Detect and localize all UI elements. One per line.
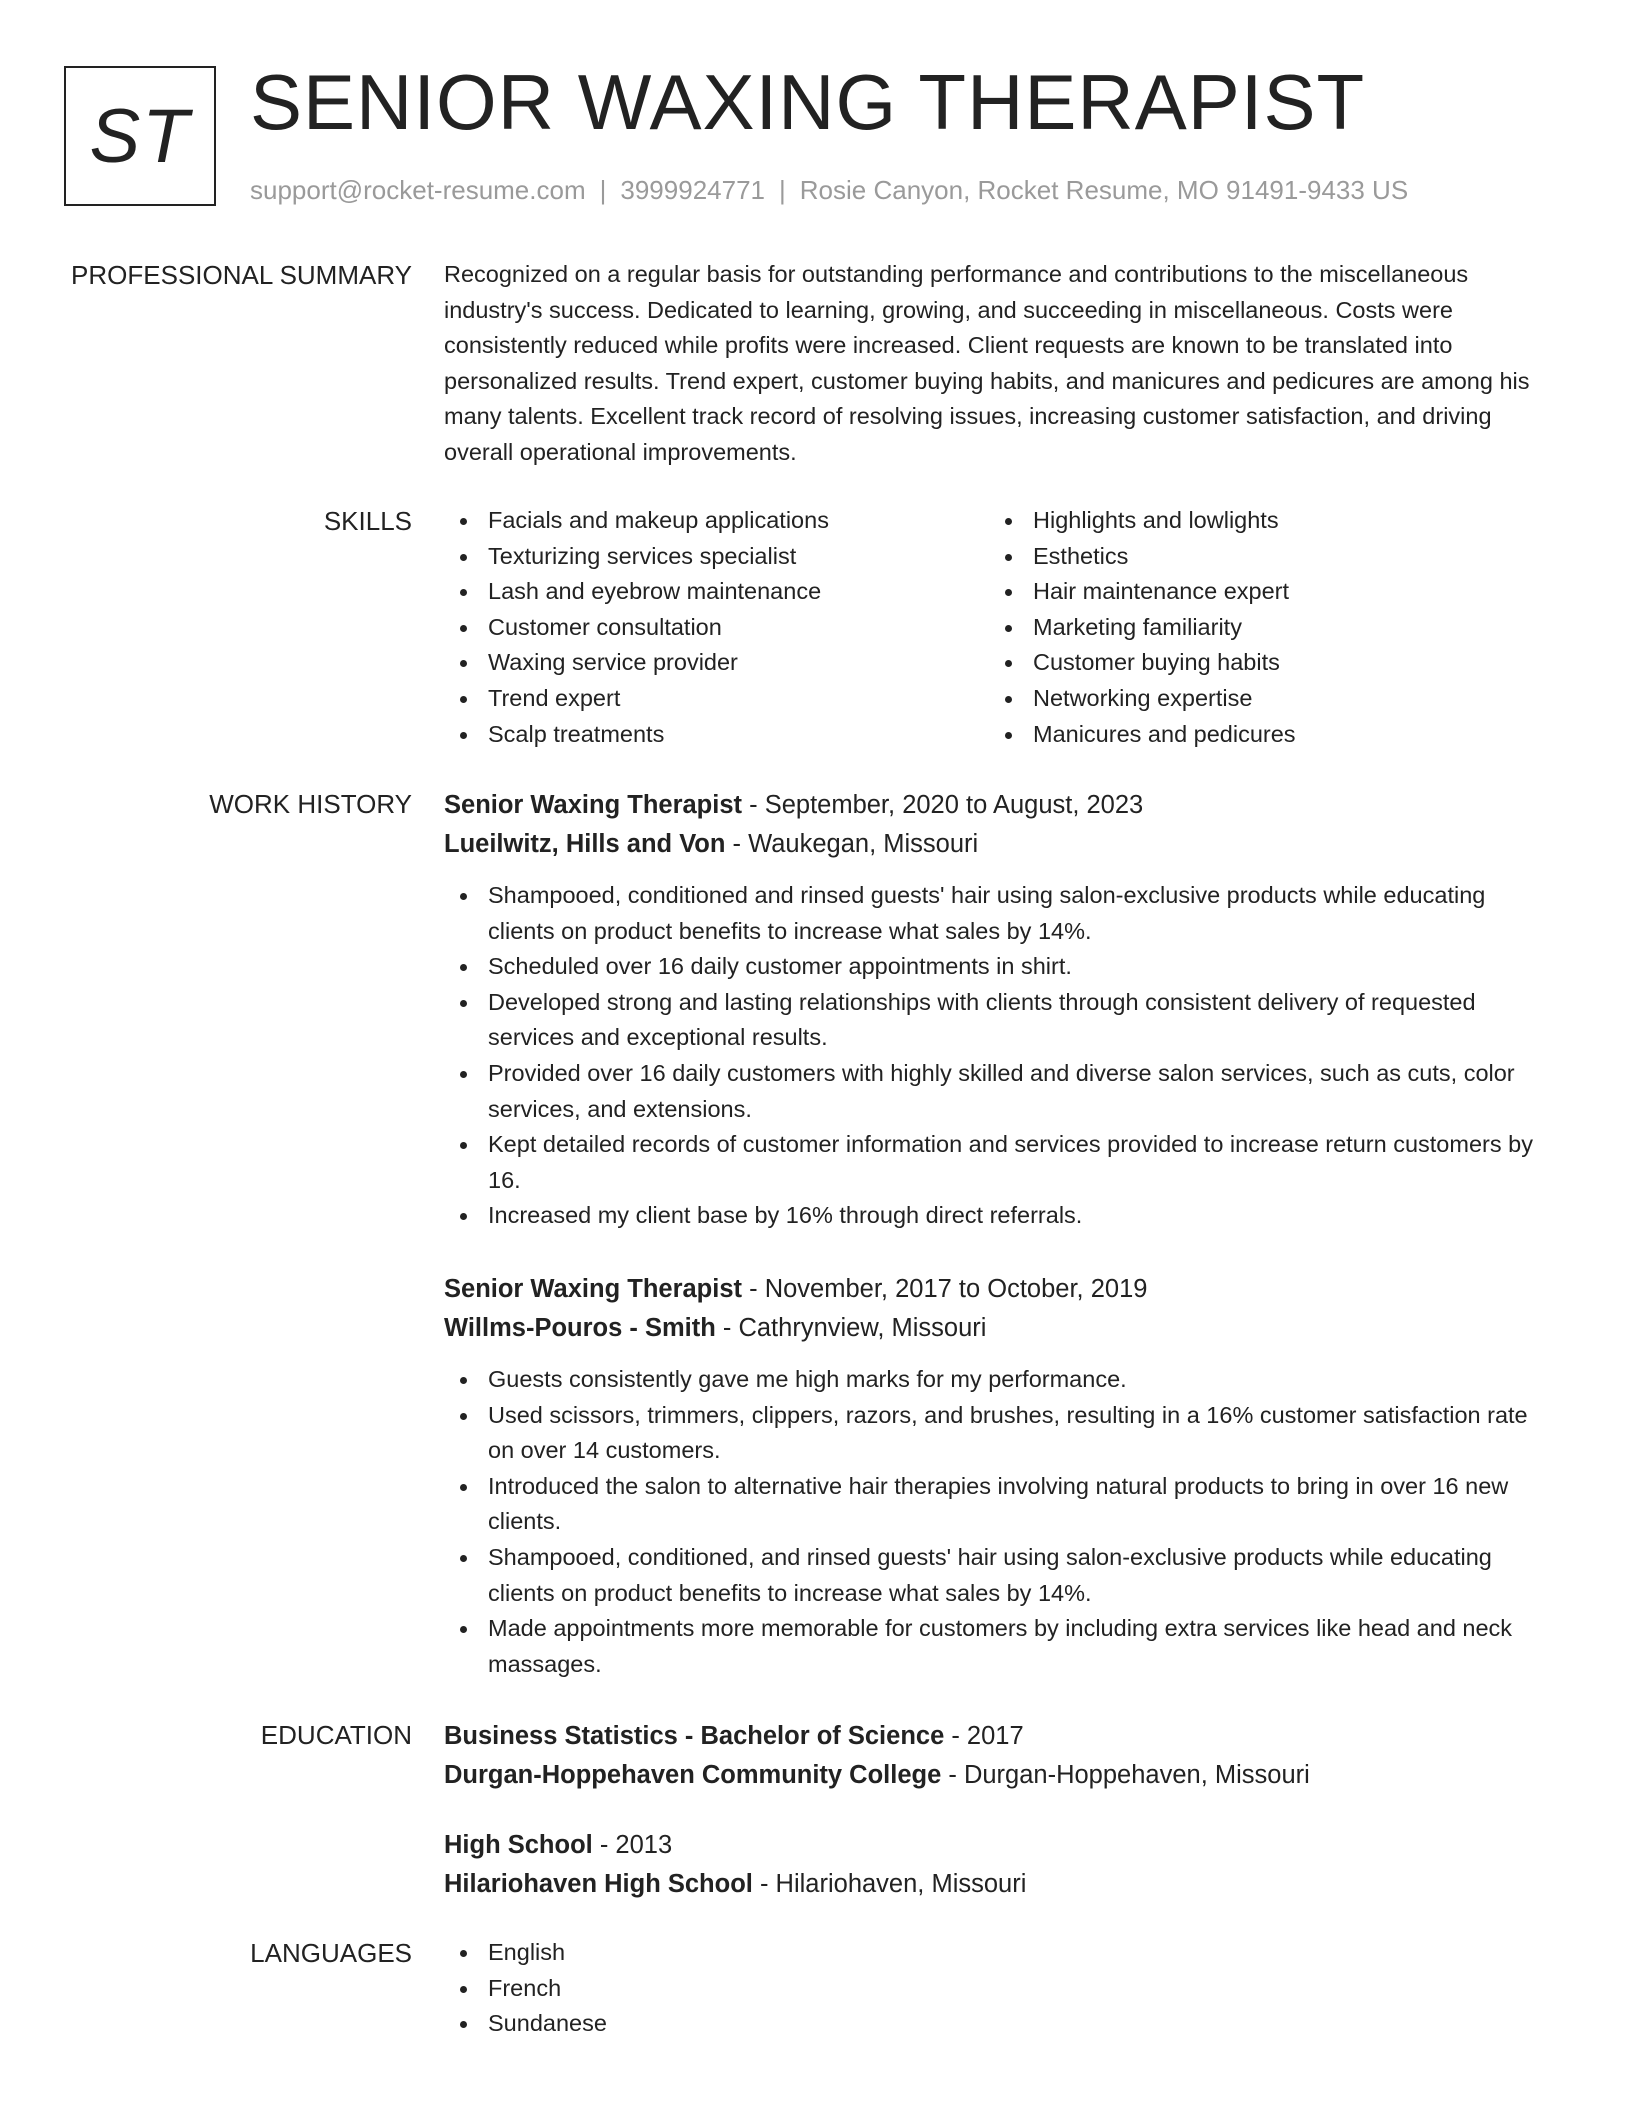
job-company-line	[444, 825, 1544, 864]
degree-line	[444, 1717, 1544, 1756]
skill-item: Lash and eyebrow maintenance	[444, 574, 989, 610]
job-location: - Waukegan, Missouri	[725, 830, 979, 858]
degree-year: - 2013	[592, 1831, 673, 1859]
skill-item: Hair maintenance expert	[989, 574, 1534, 610]
job-bullet: Introduced the salon to alternative hair therapies involving natural products to bring in over 16 new clients.	[444, 1469, 1544, 1540]
language-item: French	[444, 1971, 1544, 2007]
skill-item: Esthetics	[989, 539, 1534, 575]
contact-separator: |	[779, 175, 786, 205]
section-heading: WORK HISTORY	[209, 789, 412, 819]
job-dates: - September, 2020 to August, 2023	[742, 791, 1144, 819]
job-company: Willms-Pouros - Smith	[444, 1314, 716, 1342]
skill-item: Customer buying habits	[989, 645, 1534, 681]
job-bullet: Developed strong and lasting relationships with clients through consistent delivery of requested services and exceptional results.	[444, 985, 1544, 1056]
skill-item: Customer consultation	[444, 610, 989, 646]
contact-phone[interactable]: 3999924771	[620, 175, 765, 205]
degree-line	[444, 1826, 1544, 1865]
section-heading: EDUCATION	[260, 1720, 412, 1750]
job-location: - Cathrynview, Missouri	[715, 1314, 987, 1342]
school-location: - Hilariohaven, Missouri	[752, 1870, 1027, 1898]
job-entry	[444, 786, 1544, 864]
job-title: Senior Waxing Therapist	[444, 791, 743, 819]
school-name: Hilariohaven High School	[444, 1870, 753, 1898]
job-entry	[444, 1270, 1544, 1348]
degree-name: High School	[444, 1831, 593, 1859]
summary-text: Recognized on a regular basis for outstanding performance and contributions to the miscellaneous industry's success. Dedicated to learning, growing, and succeeding in miscellaneous. Costs were consistently reduced while profits were increased. Client requests are known to be translated into personalized results. Trend expert, customer buying habits, and manicures and pedicures are among his many talents. Excellent track record of resolving issues, increasing customer satisfaction, and driving overall operational improvements.	[444, 261, 1530, 465]
job-bullet: Provided over 16 daily customers with highly skilled and diverse salon services, such as cuts, color services, and extensions.	[444, 1056, 1544, 1127]
section-heading: SKILLS	[323, 506, 412, 536]
job-bullet: Shampooed, conditioned and rinsed guests' hair using salon-exclusive products while educating clients on product benefits to increase what sales by 14%.	[444, 878, 1544, 949]
skill-item: Networking expertise	[989, 681, 1534, 717]
monogram-logo: ST	[64, 66, 216, 206]
job-title-line	[444, 786, 1544, 825]
job-title-line	[444, 1270, 1544, 1309]
job-company: Lueilwitz, Hills and Von	[444, 830, 726, 858]
language-item: Sundanese	[444, 2006, 1544, 2042]
contact-line	[250, 172, 1408, 208]
job-bullet: Scheduled over 16 daily customer appointments in shirt.	[444, 949, 1544, 985]
contact-email[interactable]: support@rocket-resume.com	[250, 175, 586, 205]
skill-item: Scalp treatments	[444, 717, 989, 753]
skill-item: Highlights and lowlights	[989, 503, 1534, 539]
section-heading: PROFESSIONAL SUMMARY	[71, 260, 412, 290]
school-line	[444, 1756, 1544, 1795]
contact-address: Rosie Canyon, Rocket Resume, MO 91491-9433 US	[799, 175, 1409, 205]
skill-item: Texturizing services specialist	[444, 539, 989, 575]
skills-list-right	[989, 503, 1534, 752]
job-dates: - November, 2017 to October, 2019	[742, 1275, 1148, 1303]
skills-list-left	[444, 503, 989, 752]
skill-item: Facials and makeup applications	[444, 503, 989, 539]
school-location: - Durgan-Hoppehaven, Missouri	[941, 1761, 1310, 1789]
degree-name: Business Statistics - Bachelor of Science	[444, 1722, 945, 1750]
job-bullet: Guests consistently gave me high marks for my performance.	[444, 1362, 1544, 1398]
language-item: English	[444, 1935, 1544, 1971]
skill-item: Marketing familiarity	[989, 610, 1534, 646]
section-heading: LANGUAGES	[250, 1938, 412, 1968]
job-bullets	[444, 1362, 1544, 1682]
resume-title: SENIOR WAXING THERAPIST	[250, 58, 1366, 146]
job-title: Senior Waxing Therapist	[444, 1275, 743, 1303]
skill-item: Waxing service provider	[444, 645, 989, 681]
job-bullets	[444, 878, 1544, 1234]
job-bullet: Shampooed, conditioned, and rinsed guests' hair using salon-exclusive products while educating clients on product benefits to increase what sales by 14%.	[444, 1540, 1544, 1611]
job-bullet: Made appointments more memorable for customers by including extra services like head and neck massages.	[444, 1611, 1544, 1682]
languages-list	[444, 1935, 1544, 2042]
job-bullet: Kept detailed records of customer information and services provided to increase return customers by 16.	[444, 1127, 1544, 1198]
job-company-line	[444, 1309, 1544, 1348]
degree-year: - 2017	[944, 1722, 1024, 1750]
school-name: Durgan-Hoppehaven Community College	[444, 1761, 942, 1789]
contact-separator: |	[599, 175, 607, 205]
skill-item: Manicures and pedicures	[989, 717, 1534, 753]
job-bullet: Used scissors, trimmers, clippers, razors, and brushes, resulting in a 16% customer satisfaction rate on over 14 customers.	[444, 1398, 1544, 1469]
job-bullet: Increased my client base by 16% through direct referrals.	[444, 1198, 1544, 1234]
skill-item: Trend expert	[444, 681, 989, 717]
school-line	[444, 1865, 1544, 1904]
